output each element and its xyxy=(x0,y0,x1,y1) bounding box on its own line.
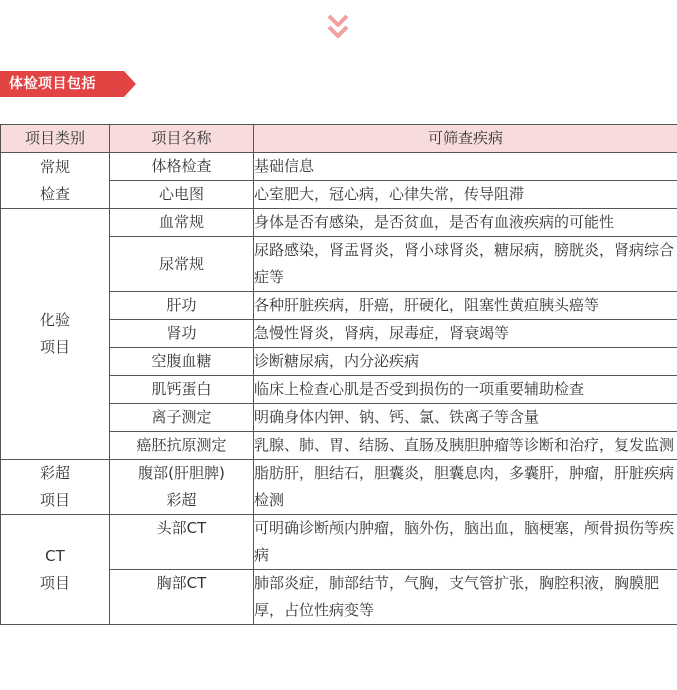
item-desc-cell: 明确身体内钾、钠、钙、氯、铁离子等含量 xyxy=(254,404,677,432)
table-row xyxy=(1,515,677,570)
item-name-cell: 癌胚抗原测定 xyxy=(110,432,254,460)
item-name-cell: 体格检查 xyxy=(110,153,254,181)
item-desc-cell: 基础信息 xyxy=(254,153,677,181)
item-name-cell: 胸部CT xyxy=(110,570,254,625)
item-name-cell: 腹部(肝胆脾) 彩超 xyxy=(110,460,254,515)
category-cell: 化验 项目 xyxy=(1,209,110,460)
item-name-cell: 肌钙蛋白 xyxy=(110,376,254,404)
item-desc-cell: 临床上检查心肌是否受到损伤的一项重要辅助检查 xyxy=(254,376,677,404)
item-name-cell: 肝功 xyxy=(110,292,254,320)
double-chevron-down-icon xyxy=(327,14,349,44)
header-diseases: 可筛查疾病 xyxy=(254,125,677,153)
item-name-cell: 尿常规 xyxy=(110,237,254,292)
header-item-name: 项目名称 xyxy=(110,125,254,153)
category-cell: 常规 检查 xyxy=(1,153,110,209)
item-desc-cell: 急慢性肾炎，肾病，尿毒症，肾衰竭等 xyxy=(254,320,677,348)
item-desc-cell: 各种肝脏疾病，肝癌，肝硬化，阻塞性黄疸胰头癌等 xyxy=(254,292,677,320)
item-desc-cell: 诊断糖尿病，内分泌疾病 xyxy=(254,348,677,376)
item-desc-cell: 尿路感染，肾盂肾炎，肾小球肾炎，糖尿病，膀胱炎，肾病综合症等 xyxy=(254,237,677,292)
item-desc-cell: 脂肪肝，胆结石，胆囊炎，胆囊息肉，多囊肝，肿瘤，肝脏疾病检测 xyxy=(254,460,677,515)
item-name-cell: 空腹血糖 xyxy=(110,348,254,376)
item-name-cell: 肾功 xyxy=(110,320,254,348)
section-header-tag xyxy=(0,71,136,97)
item-name-cell: 血常规 xyxy=(110,209,254,237)
checkup-items-table xyxy=(0,124,677,625)
table-header-row xyxy=(1,125,677,153)
section-title: 体检项目包括 xyxy=(9,76,96,92)
item-name-cell: 离子测定 xyxy=(110,404,254,432)
header-category: 项目类别 xyxy=(1,125,110,153)
item-desc-cell: 心室肥大，冠心病，心律失常，传导阻滞 xyxy=(254,181,677,209)
item-name-cell: 心电图 xyxy=(110,181,254,209)
item-desc-cell: 肺部炎症，肺部结节，气胸，支气管扩张，胸腔积液，胸膜肥厚，占位性病变等 xyxy=(254,570,677,625)
item-desc-cell: 可明确诊断颅内肿瘤，脑外伤，脑出血，脑梗塞，颅骨损伤等疾病 xyxy=(254,515,677,570)
category-cell: CT 项目 xyxy=(1,515,110,625)
category-cell: 彩超 项目 xyxy=(1,460,110,515)
item-name-cell: 头部CT xyxy=(110,515,254,570)
table-row xyxy=(1,153,677,181)
item-desc-cell: 身体是否有感染，是否贫血，是否有血液疾病的可能性 xyxy=(254,209,677,237)
item-desc-cell: 乳腺、肺、胃、结肠、直肠及胰胆肿瘤等诊断和治疗，复发监测 xyxy=(254,432,677,460)
table-row xyxy=(1,209,677,237)
table-row xyxy=(1,460,677,515)
